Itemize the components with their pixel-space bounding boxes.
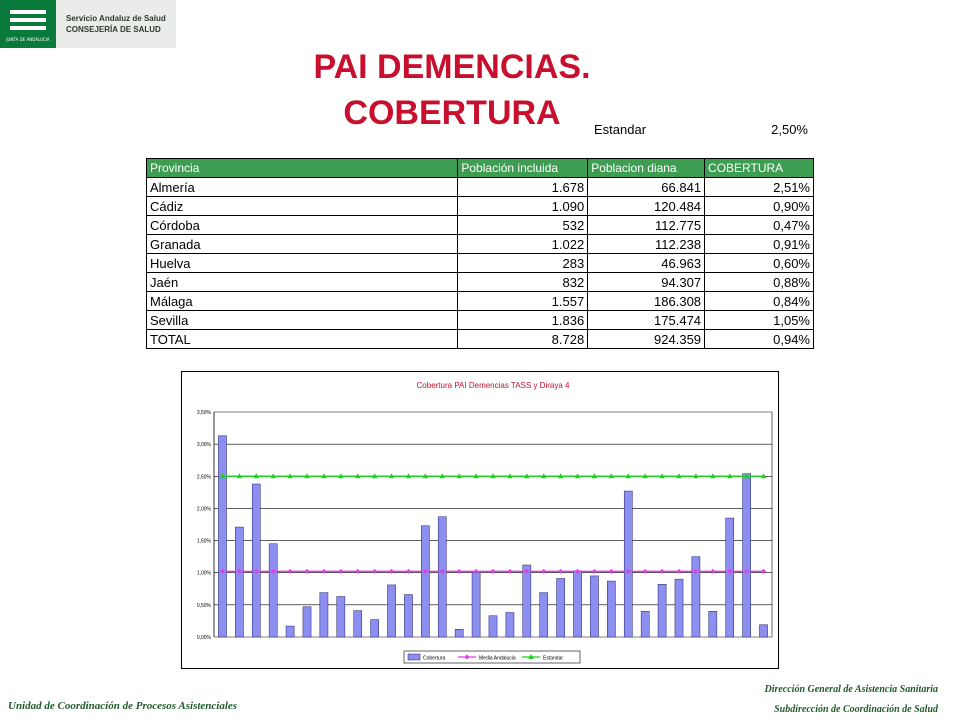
bar bbox=[303, 607, 311, 637]
table-row bbox=[147, 216, 814, 235]
junta-andalucia-emblem-icon bbox=[0, 0, 56, 48]
y-tick-label: 2,50% bbox=[196, 474, 211, 481]
footer-unit: Unidad de Coordinación de Procesos Asistenciales bbox=[8, 700, 238, 712]
bar bbox=[557, 579, 565, 638]
cell-provincia: Granada bbox=[147, 235, 458, 254]
table-row bbox=[147, 292, 814, 311]
cell-provincia: Cádiz bbox=[147, 197, 458, 216]
media-andalucia-marker bbox=[507, 569, 512, 574]
media-andalucia-marker bbox=[321, 569, 326, 574]
media-andalucia-marker bbox=[710, 569, 715, 574]
media-andalucia-marker bbox=[660, 569, 665, 574]
table-row-total bbox=[147, 330, 814, 349]
cell-diana: 120.484 bbox=[588, 197, 705, 216]
bar bbox=[573, 571, 581, 637]
bar bbox=[354, 611, 362, 637]
cell-incluida: 1.022 bbox=[458, 235, 588, 254]
bar bbox=[337, 597, 345, 638]
coverage-chart-svg bbox=[182, 372, 778, 668]
cell-diana: 112.775 bbox=[588, 216, 705, 235]
cell-incluida: 1.557 bbox=[458, 292, 588, 311]
cell-incluida: 832 bbox=[458, 273, 588, 292]
bar bbox=[269, 544, 277, 637]
cell-incluida: 1.836 bbox=[458, 311, 588, 330]
logo bbox=[0, 0, 176, 48]
bar bbox=[489, 616, 497, 637]
footer-direccion: Dirección General de Asistencia Sanitaria bbox=[764, 684, 938, 695]
table-row bbox=[147, 311, 814, 330]
bar bbox=[421, 526, 429, 637]
header-poblacion-diana: Poblacion diana bbox=[588, 159, 705, 178]
media-andalucia-marker bbox=[592, 569, 597, 574]
media-andalucia-marker bbox=[288, 569, 293, 574]
cell-provincia: Jaén bbox=[147, 273, 458, 292]
table-row bbox=[147, 273, 814, 292]
bar bbox=[743, 474, 751, 637]
bar bbox=[726, 518, 734, 637]
bar bbox=[641, 611, 649, 637]
table-row bbox=[147, 178, 814, 197]
cell-incluida: 8.728 bbox=[458, 330, 588, 349]
cell-cobertura: 0,60% bbox=[705, 254, 814, 273]
cell-provincia: Huelva bbox=[147, 254, 458, 273]
cell-diana: 175.474 bbox=[588, 311, 705, 330]
cell-provincia: Córdoba bbox=[147, 216, 458, 235]
y-tick-label: 2,00% bbox=[196, 506, 211, 513]
y-tick-label: 3,50% bbox=[196, 410, 211, 416]
cell-cobertura: 0,84% bbox=[705, 292, 814, 311]
bar bbox=[624, 491, 632, 637]
bar bbox=[523, 565, 531, 637]
cell-cobertura: 0,91% bbox=[705, 235, 814, 254]
cell-cobertura: 0,94% bbox=[705, 330, 814, 349]
bar bbox=[404, 595, 412, 637]
cell-incluida: 283 bbox=[458, 254, 588, 273]
cell-provincia: Málaga bbox=[147, 292, 458, 311]
bar bbox=[320, 593, 328, 637]
cell-diana: 924.359 bbox=[588, 330, 705, 349]
bar bbox=[658, 584, 666, 637]
bar bbox=[540, 593, 548, 637]
y-tick-label: 0,00% bbox=[196, 635, 211, 641]
estandar-label: Estandar bbox=[594, 122, 647, 137]
cell-diana: 46.963 bbox=[588, 254, 705, 273]
media-andalucia-marker bbox=[355, 569, 360, 574]
bar bbox=[438, 517, 446, 637]
coverage-table bbox=[146, 158, 814, 349]
cell-cobertura: 1,05% bbox=[705, 311, 814, 330]
media-andalucia-marker bbox=[761, 569, 766, 574]
legend-label-cobertura: Cobertura bbox=[423, 655, 446, 662]
media-andalucia-marker bbox=[491, 569, 496, 574]
logo-line2: CONSEJERÍA DE SALUD bbox=[66, 25, 161, 34]
page-title-line1: PAI DEMENCIAS. bbox=[313, 48, 591, 86]
cell-incluida: 1.678 bbox=[458, 178, 588, 197]
legend-label-media: Media Andalucia bbox=[479, 655, 516, 662]
media-andalucia-marker bbox=[457, 569, 462, 574]
cell-incluida: 532 bbox=[458, 216, 588, 235]
bar bbox=[252, 484, 260, 637]
y-tick-label: 1,50% bbox=[196, 538, 211, 545]
media-andalucia-marker bbox=[609, 569, 614, 574]
bar bbox=[387, 585, 395, 637]
bar bbox=[692, 557, 700, 637]
table-row bbox=[147, 254, 814, 273]
media-andalucia-marker bbox=[677, 569, 682, 574]
bar bbox=[607, 581, 615, 637]
cell-cobertura: 0,88% bbox=[705, 273, 814, 292]
bar bbox=[286, 626, 294, 637]
media-andalucia-marker bbox=[406, 569, 411, 574]
cell-provincia: TOTAL bbox=[147, 330, 458, 349]
legend-label-estandar: Estandar bbox=[543, 655, 564, 662]
media-andalucia-marker bbox=[305, 569, 310, 574]
bar bbox=[235, 527, 243, 637]
table-header-row bbox=[147, 159, 814, 178]
cell-provincia: Sevilla bbox=[147, 311, 458, 330]
estandar-value: 2,50% bbox=[771, 122, 808, 137]
bar bbox=[472, 573, 480, 637]
cell-diana: 66.841 bbox=[588, 178, 705, 197]
header-provincia: Provincia bbox=[147, 159, 458, 178]
cell-provincia: Almería bbox=[147, 178, 458, 197]
bar bbox=[709, 611, 717, 637]
bar bbox=[675, 579, 683, 637]
page-title-line2: COBERTURA bbox=[343, 94, 561, 132]
bar bbox=[759, 625, 767, 637]
y-tick-label: 1,00% bbox=[196, 570, 211, 577]
coverage-chart bbox=[181, 371, 779, 669]
cell-diana: 94.307 bbox=[588, 273, 705, 292]
chart-title: Cobertura PAI Demencias TASS y Diraya 4 bbox=[416, 381, 570, 390]
footer-subdireccion: Subdirección de Coordinación de Salud bbox=[774, 704, 938, 715]
legend-swatch-cobertura bbox=[408, 654, 420, 660]
cell-cobertura: 2,51% bbox=[705, 178, 814, 197]
logo-caption: JUNTA DE ANDALUCIA bbox=[6, 37, 50, 42]
bar bbox=[506, 613, 514, 637]
cell-cobertura: 0,47% bbox=[705, 216, 814, 235]
bar bbox=[218, 436, 226, 637]
cell-cobertura: 0,90% bbox=[705, 197, 814, 216]
table-row bbox=[147, 197, 814, 216]
y-tick-label: 3,00% bbox=[196, 442, 211, 449]
cell-incluida: 1.090 bbox=[458, 197, 588, 216]
media-andalucia-marker bbox=[389, 569, 394, 574]
header-poblacion-incluida: Población incluida bbox=[458, 159, 588, 178]
bar bbox=[371, 620, 379, 637]
header-cobertura: COBERTURA bbox=[705, 159, 814, 178]
media-andalucia-marker bbox=[643, 569, 648, 574]
y-tick-label: 0,50% bbox=[196, 602, 211, 609]
media-andalucia-marker bbox=[541, 569, 546, 574]
cell-diana: 112.238 bbox=[588, 235, 705, 254]
media-andalucia-marker bbox=[372, 569, 377, 574]
footer-directorate bbox=[764, 680, 938, 720]
bar bbox=[590, 576, 598, 637]
bar bbox=[455, 629, 463, 637]
media-andalucia-marker bbox=[338, 569, 343, 574]
media-andalucia-marker bbox=[558, 569, 563, 574]
cell-diana: 186.308 bbox=[588, 292, 705, 311]
logo-line1: Servicio Andaluz de Salud bbox=[66, 14, 166, 23]
table-row bbox=[147, 235, 814, 254]
